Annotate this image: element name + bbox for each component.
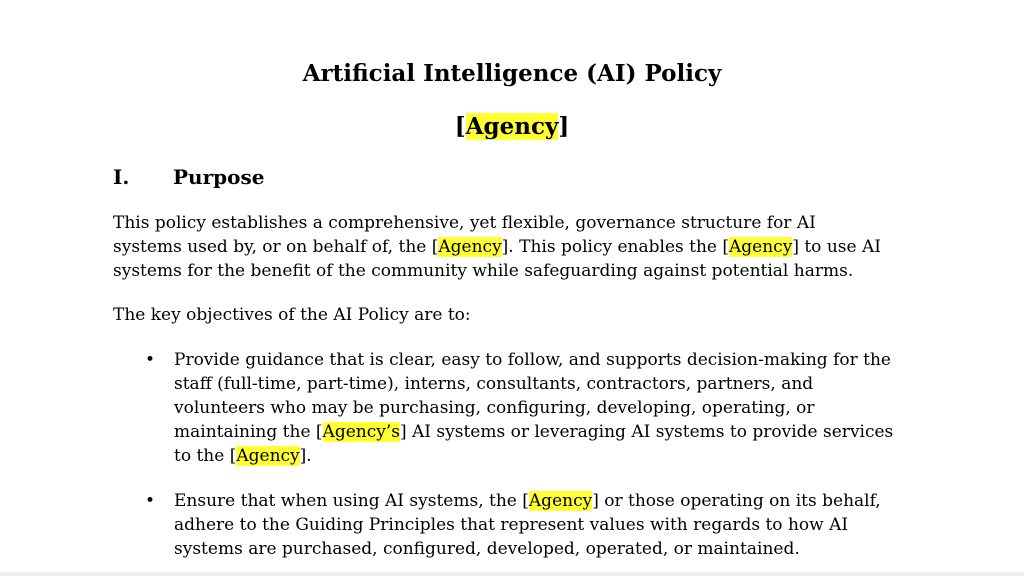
agency-highlight: Agency bbox=[438, 237, 502, 257]
agency-highlight: Agency bbox=[729, 237, 793, 257]
bullet-line: Ensure that when using AI systems, the [Agency] or those operating on its behalf, bbox=[174, 491, 881, 511]
bullet-icon: • bbox=[145, 350, 156, 370]
bullet-line: systems are purchased, configured, developed, operated, or maintained. bbox=[174, 539, 800, 559]
bullet-line: volunteers who may be purchasing, configuring, developing, operating, or bbox=[174, 398, 815, 418]
document-title: Artificial Intelligence (AI) Policy bbox=[302, 60, 722, 87]
bullet-line: adhere to the Guiding Principles that represent values with regards to how AI bbox=[174, 515, 849, 535]
bracket-close: ] bbox=[558, 113, 570, 140]
section-title: Purpose bbox=[173, 165, 265, 189]
bullet-line: maintaining the [Agency’s] AI systems or leveraging AI systems to provide services bbox=[174, 422, 894, 442]
section-number: I. bbox=[113, 165, 130, 189]
paragraph-line: This policy establishes a comprehensive, yet flexible, governance structure for AI bbox=[113, 213, 816, 233]
bullet-line: Provide guidance that is clear, easy to follow, and supports decision-making for the bbox=[174, 350, 891, 370]
agency-highlight: Agency’s bbox=[322, 422, 400, 442]
agency-highlight: Agency bbox=[528, 491, 593, 511]
agency-highlight: Agency bbox=[465, 113, 559, 140]
agency-highlight: Agency bbox=[236, 446, 300, 466]
page-bottom-edge bbox=[0, 572, 1024, 576]
bullet-line: staff (full-time, part-time), interns, consultants, contractors, partners, and bbox=[174, 374, 814, 394]
paragraph-line: systems for the benefit of the community while safeguarding against potential harms. bbox=[113, 261, 854, 281]
agency-placeholder-heading bbox=[0, 110, 1024, 144]
bullet-line: to the [Agency]. bbox=[174, 446, 312, 466]
paragraph-line: systems used by, or on behalf of, the [Agency]. This policy enables the [Agency] to use AI bbox=[113, 237, 881, 257]
bullet-icon: • bbox=[145, 491, 156, 511]
objectives-intro: The key objectives of the AI Policy are to: bbox=[113, 305, 471, 325]
bracket-open: [ bbox=[454, 113, 466, 140]
